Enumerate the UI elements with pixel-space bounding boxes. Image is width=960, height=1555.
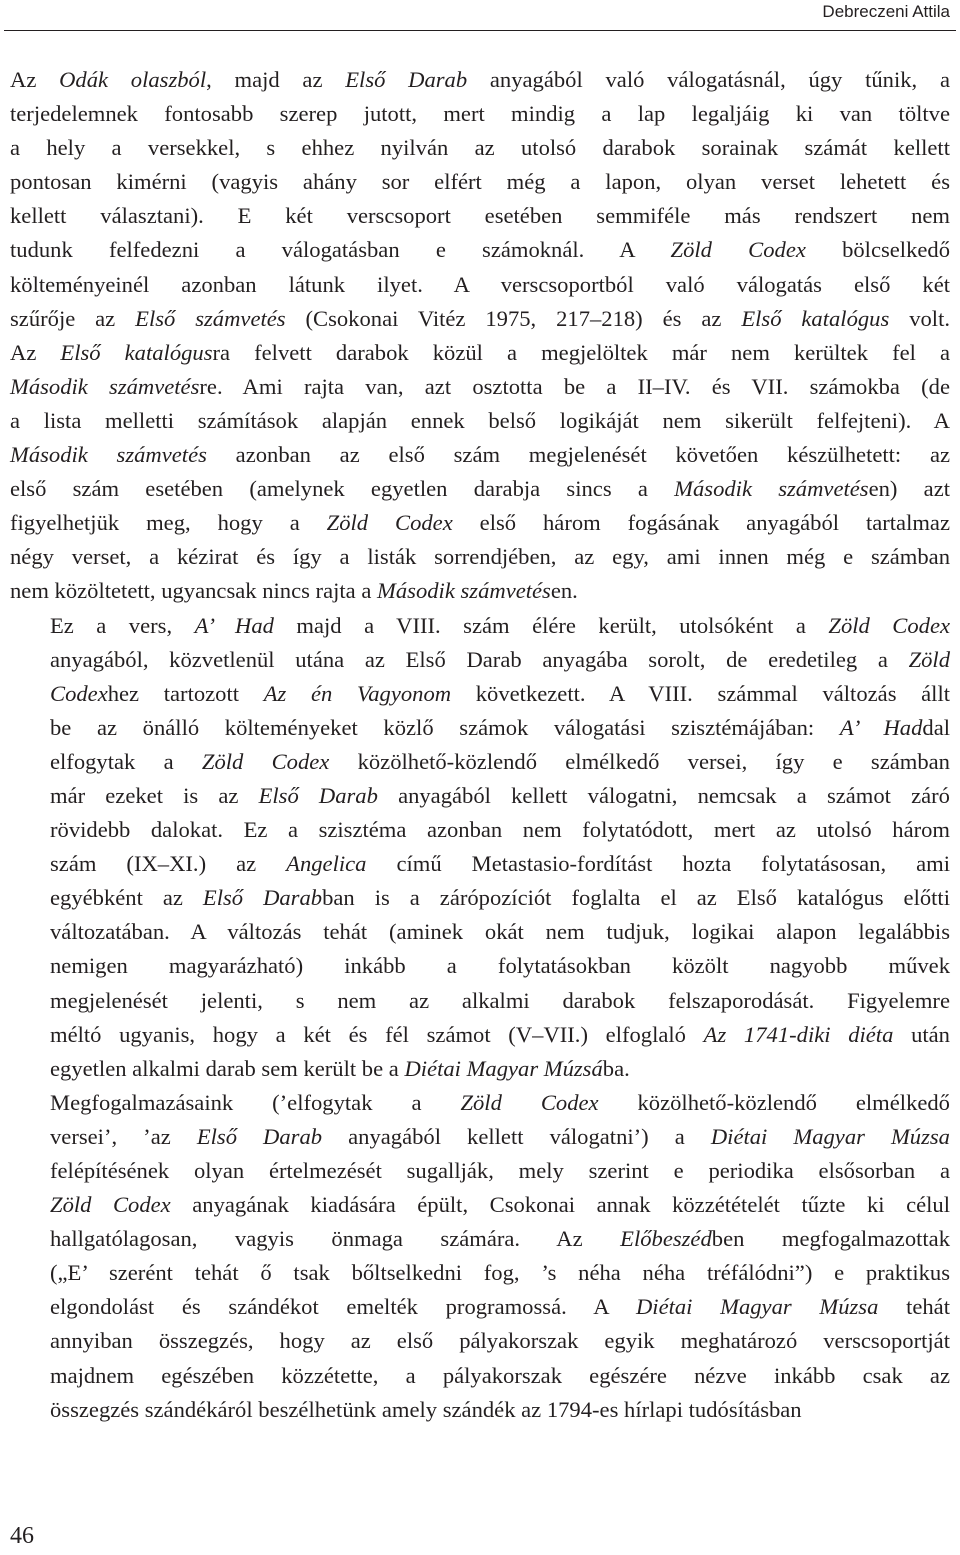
text-run: közölhető-közlendő elmélkedő xyxy=(598,1089,950,1115)
italic-title: Zöld Codex xyxy=(50,1192,171,1218)
text-run: című Metastasio-fordítást hozta folytatásosan, ami xyxy=(366,851,950,877)
text-line xyxy=(10,609,950,643)
paragraph xyxy=(10,63,950,609)
italic-title: Diétai Magyar Múzsa xyxy=(710,1123,950,1149)
text-line xyxy=(10,813,950,847)
italic-title: Első Darab xyxy=(202,885,323,911)
text-line xyxy=(10,1290,950,1324)
text-run: bölcselkedő xyxy=(805,237,951,263)
text-run: ba. xyxy=(602,1055,630,1081)
text-line xyxy=(10,1052,950,1086)
paragraph xyxy=(10,1086,950,1427)
italic-title: Zöld Codex xyxy=(670,237,806,263)
text-line xyxy=(10,404,950,438)
text-line xyxy=(10,1120,950,1154)
italic-title: Zöld Codex xyxy=(201,748,330,774)
text-run: anyagának kiadására épült, Csokonai annak közzétételét tűzte ki célul xyxy=(170,1192,950,1218)
text-line xyxy=(10,1154,950,1188)
italic-title: Első Darab xyxy=(345,67,468,92)
italic-title: Zöld Codex xyxy=(460,1089,599,1115)
text-line xyxy=(10,540,950,574)
italic-title: Diétai Magyar Múzsa xyxy=(635,1294,879,1320)
text-line xyxy=(10,881,950,915)
text-run: pontosan kimérni (vagyis ahány sor elfért még a lapon, olyan verset lehetett és xyxy=(10,169,950,195)
text-line xyxy=(10,1018,950,1052)
text-line xyxy=(10,268,950,302)
text-run: en. xyxy=(550,578,578,604)
text-run: közölhető-közlendő elmélkedő versei, így e számban xyxy=(329,748,950,774)
text-line xyxy=(10,506,950,540)
text-run: be az önálló költeményeket közlő számok válogatási szisztémájában: xyxy=(50,714,840,740)
text-run: ra felvett darabok közül a megjelöltek már nem kerültek fel a xyxy=(212,339,950,365)
text-run: már ezeket is az xyxy=(50,782,259,808)
text-line xyxy=(10,1324,950,1358)
text-run: szám (IX–XI.) az xyxy=(50,851,287,877)
text-line xyxy=(10,643,950,677)
text-line xyxy=(10,131,950,165)
text-run: következett. A VIII. számmal változás állt xyxy=(451,680,951,706)
text-run: rövidebb dalokat. Ez a szisztéma azonban nem folytatódott, mert az utolsó három xyxy=(50,817,950,843)
text-line xyxy=(10,677,950,711)
text-run: első szám esetében (amelynek egyetlen darabja sincs a xyxy=(10,476,675,502)
text-run: dal xyxy=(922,714,951,740)
text-run: („E’ szerént tehát ő tsak bőltselkedni fog, ’s néha néha tréfálódni”) e praktikus xyxy=(50,1260,950,1286)
italic-title: Második számvetés xyxy=(674,476,869,502)
text-run: Ez a vers, xyxy=(50,612,195,638)
text-run: kellett választani). E két verscsoport esetében semmiféle más rendszert nem xyxy=(10,203,950,229)
page-number: 46 xyxy=(10,1523,34,1549)
running-head: Debreczeni Attila xyxy=(822,2,950,21)
italic-title: Az 1741-diki diéta xyxy=(703,1021,894,1047)
italic-title: Első Darab xyxy=(196,1123,323,1149)
italic-title: Zöld xyxy=(908,646,950,672)
text-run: szűrője az xyxy=(10,305,136,331)
italic-title: Codex xyxy=(50,680,108,706)
text-run: elgondolást és szándékot emelték programossá. A xyxy=(50,1294,636,1320)
text-run: volt. xyxy=(889,305,950,331)
italic-title: Diétai Magyar Múzsá xyxy=(404,1055,603,1081)
italic-title: Zöld Codex xyxy=(326,510,453,536)
text-run: anyagából való válogatásnál, úgy tűnik, a xyxy=(467,67,950,92)
text-line xyxy=(10,779,950,813)
text-line xyxy=(10,1359,950,1393)
text-run: tehát xyxy=(878,1294,950,1320)
italic-title: Zöld Codex xyxy=(828,612,951,638)
text-run: költeményeinél azonban látunk ilyet. A verscsoportból való válogatás első két xyxy=(10,271,950,297)
italic-title: Első katalógus xyxy=(741,305,890,331)
text-run: annyiban összegzés, hogy az első pályakorszak egyik meghatározó verscsoportját xyxy=(50,1328,950,1354)
italic-title: A’ Had xyxy=(194,612,274,638)
text-run: versei’, ’az xyxy=(50,1123,197,1149)
text-run: hez tartozott xyxy=(107,680,264,706)
text-run: terjedelemnek fontosabb szerep jutott, mert mindig a lap legaljáig ki van töltve xyxy=(10,101,950,127)
italic-title: Második számvetés xyxy=(377,578,551,604)
text-line xyxy=(10,984,950,1018)
text-line xyxy=(10,97,950,131)
italic-title: Az én Vagyonom xyxy=(263,680,452,706)
text-line xyxy=(10,1188,950,1222)
text-line xyxy=(10,302,950,336)
text-run: majd a VIII. szám élére került, utolsóként a xyxy=(273,612,829,638)
text-line xyxy=(10,847,950,881)
text-run: nem közöltetett, ugyancsak nincs rajta a xyxy=(10,578,378,604)
italic-title: Odák olaszból xyxy=(59,67,207,92)
text-run: figyelhetjük meg, hogy a xyxy=(10,510,327,536)
text-line xyxy=(10,1256,950,1290)
text-run: azonban az első szám megjelenését követően készülhetett: az xyxy=(206,442,951,468)
text-run: méltó ugyanis, hogy a két és fél számot (V–VII.) elfoglaló xyxy=(50,1021,704,1047)
italic-title: Első számvetés xyxy=(135,305,286,331)
text-run: a hely a versekkel, s ehhez nyilván az utolsó darabok sorainak számát kellett xyxy=(10,135,950,161)
paragraph xyxy=(10,609,950,1086)
text-line xyxy=(10,63,950,97)
text-run: a lista melletti számítások alapján ennek belső logikáját nem sikerült felfejteni). A xyxy=(10,407,950,433)
text-run: összegzés szándékáról beszélhetünk amely szándék az 1794-es hírlapi tudósításban xyxy=(50,1396,802,1422)
italic-title: A’ Had xyxy=(839,714,923,740)
italic-title: Előbeszéd xyxy=(620,1226,712,1252)
text-run: egyetlen alkalmi darab sem került be a xyxy=(50,1055,405,1081)
text-run: Az xyxy=(10,67,60,92)
text-line xyxy=(10,745,950,779)
text-line xyxy=(10,1222,950,1256)
italic-title: Angelica xyxy=(286,851,367,877)
text-run: egyébként az xyxy=(50,885,203,911)
italic-title: Első Darab xyxy=(258,782,378,808)
text-line xyxy=(10,438,950,472)
text-run: , majd az xyxy=(206,67,346,92)
text-line xyxy=(10,472,950,506)
text-run: Az xyxy=(10,339,61,365)
text-run: ben megfogalmazottak xyxy=(711,1226,951,1252)
text-run: anyagából kellett válogatni’) a xyxy=(322,1123,711,1149)
text-run: felépítésének olyan értelmezését sugallják, mely szerint e periodika elsősorban a xyxy=(50,1158,950,1183)
text-line xyxy=(10,915,950,949)
text-run: négy verset, a kézirat és így a listák sorrendjében, az egy, ami innen még e számban xyxy=(10,544,950,570)
text-run: (Csokonai Vitéz 1975, 217–218) és az xyxy=(285,305,742,331)
text-run: megjelenését jelenti, s nem az alkalmi darabok felszaporodását. Figyelemre xyxy=(50,987,950,1013)
italic-title: Első katalógus xyxy=(60,339,213,365)
text-line xyxy=(10,574,950,608)
italic-title: Második számvetés xyxy=(10,442,207,468)
text-run: ban is a zárópozíciót foglalta el az Első katalógus előtti xyxy=(322,885,950,911)
text-run: nemigen magyarázható) inkább a folytatásokban közölt nagyobb művek xyxy=(50,953,950,979)
text-line xyxy=(10,1086,950,1120)
text-run: hallgatólagosan, vagyis önmaga számára. Az xyxy=(50,1226,621,1252)
text-run: tudunk felfedezni a válogatásban e számoknál. A xyxy=(10,237,671,263)
text-run: Megfogalmazásaink (’elfogytak a xyxy=(50,1089,461,1115)
text-line xyxy=(10,233,950,267)
italic-title: Második számvetés xyxy=(10,373,200,399)
text-line xyxy=(10,1393,950,1427)
text-run: változatában. A változás tehát (aminek okát nem tudjuk, logikai alapon legalábbis xyxy=(50,919,950,945)
body-text xyxy=(10,63,950,1427)
text-line xyxy=(10,949,950,983)
text-run: első három fogásának anyagából tartalmaz xyxy=(452,510,950,536)
header-rule xyxy=(4,30,956,31)
text-run: re. Ami rajta van, azt osztotta be a II–IV. és VII. számokba (de xyxy=(199,373,951,399)
text-run: anyagából, közvetlenül utána az Első Darab anyagába sorolt, de eredetileg a xyxy=(50,646,909,672)
text-line xyxy=(10,199,950,233)
text-run: majdnem egészében közzétette, a pályakorszak egészére nézve inkább csak az xyxy=(50,1362,950,1388)
text-line xyxy=(10,711,950,745)
text-line xyxy=(10,336,950,370)
text-run: után xyxy=(893,1021,950,1047)
text-run: anyagából kellett válogatni, nemcsak a számot záró xyxy=(377,782,950,808)
text-line xyxy=(10,165,950,199)
text-run: en) azt xyxy=(868,476,951,502)
text-run: elfogytak a xyxy=(50,748,202,774)
text-line xyxy=(10,370,950,404)
